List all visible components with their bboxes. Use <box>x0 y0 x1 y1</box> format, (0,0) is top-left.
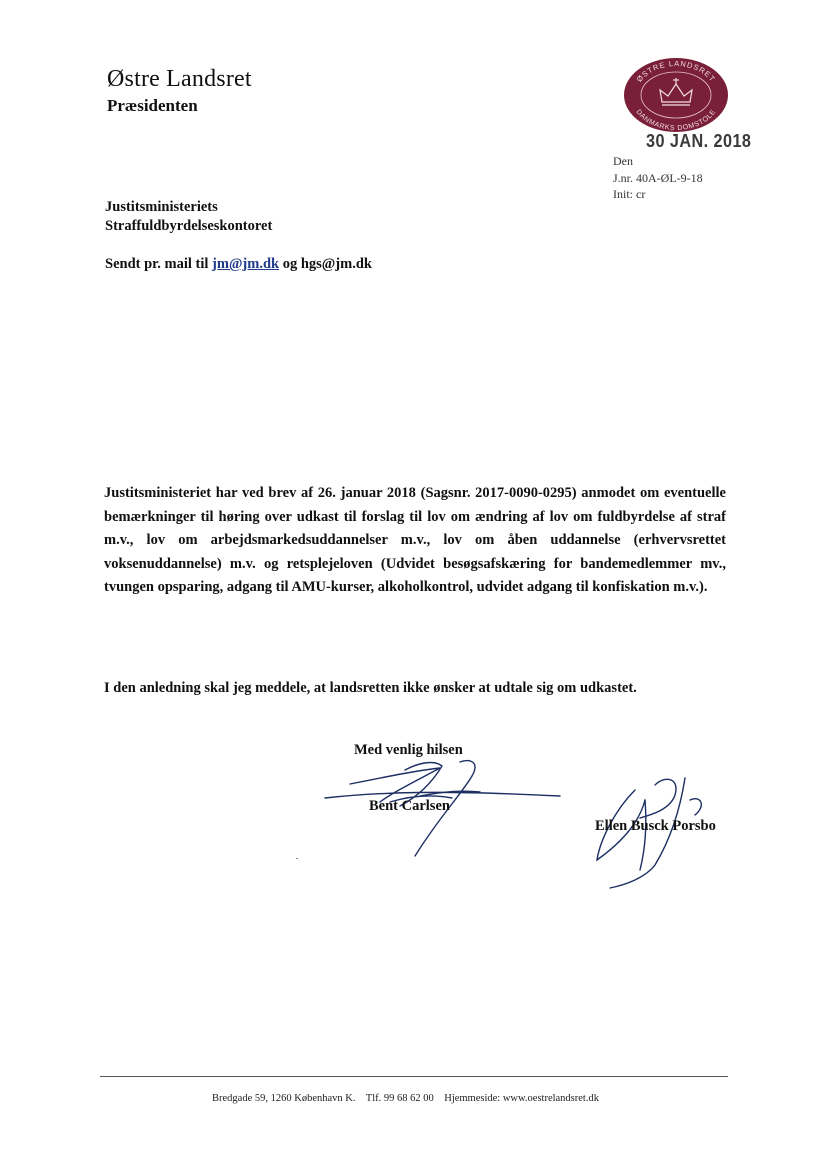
footer-divider <box>100 1076 728 1077</box>
scan-speck <box>296 858 298 859</box>
court-seal-stamp <box>622 56 730 134</box>
date-label: Den <box>613 154 633 168</box>
department-name: Præsidenten <box>107 96 198 115</box>
journal-number: J.nr. 40A-ØL-9-18 <box>613 170 703 185</box>
recipient-address <box>105 198 272 236</box>
initials: Init: cr <box>613 187 646 201</box>
signer-1-name: Bent Carlsen <box>369 798 450 814</box>
sent-connector: og <box>279 256 301 272</box>
case-meta <box>613 153 703 203</box>
sent-prefix: Sendt pr. mail til <box>105 256 213 272</box>
closing-greeting: Med venlig hilsen <box>354 742 463 758</box>
footer-website: Hjemmeside: www.oestrelandsret.dk <box>444 1093 599 1104</box>
seal-top-text: ØSTRE LANDSRET <box>634 58 718 84</box>
received-date-stamp: 30 JAN. 2018 <box>646 131 752 151</box>
footer-contact <box>212 1093 599 1104</box>
footer-phone: Tlf. 99 68 62 00 <box>365 1093 434 1104</box>
recipient-line-2: Straffuldbyrdelseskontoret <box>105 218 273 234</box>
sent-via-line <box>105 256 372 273</box>
email-link-jm[interactable]: jm@jm.dk <box>212 256 280 272</box>
court-name: Østre Landsret <box>107 66 252 92</box>
recipient-line-1: Justitsministeriets <box>105 199 218 215</box>
seal-bottom-text: DANMARKS DOMSTOLE <box>634 108 718 133</box>
footer-address: Bredgade 59, 1260 København K. <box>212 1093 356 1104</box>
email-hgs: hgs@jm.dk <box>300 256 372 272</box>
body-paragraph-1: Justitsministeriet har ved brev af 26. januar 2018 (Sagsnr. 2017-0090-0295) anmodet om eventuelle bemærkninger til høring over udkast til forslag til lov om ændring af lov om fuldbyrdelse af straf m.v., lov om arbejdsmarkedsuddannelser m.v., lov om åben uddannelse (erhvervsrettet voksenuddannelse) m.v. og retsplejeloven (Udvidet besøgsafskæring for bandemedlemmer mv., tvungen opsparing, adgang til AMU-kurser, alkoholkontrol, udvidet adgang til konfiskation m.v.). <box>104 485 726 595</box>
signer-2-name: Ellen Busck Porsbo <box>595 818 716 834</box>
body-paragraph-2: I den anledning skal jeg meddele, at landsretten ikke ønsker at udtale sig om udkastet. <box>104 680 637 696</box>
